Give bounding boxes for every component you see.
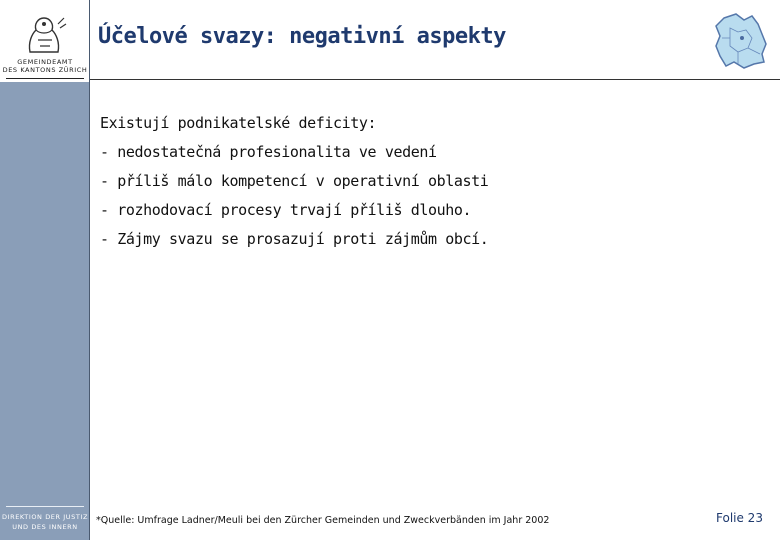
sidebar (0, 0, 90, 540)
org-bottom-divider (6, 506, 84, 507)
org-bottom-line2: UND DES INNERN (12, 523, 78, 531)
body-line: - příliš málo kompetencí v operativní oblasti (100, 172, 489, 190)
body-line: - nedostatečná profesionalita ve vedení (100, 143, 437, 161)
body-line: Existují podnikatelské deficity: (100, 114, 377, 132)
org-name-top (0, 58, 90, 74)
source-footnote: *Quelle: Umfrage Ladner/Meuli bei den Zürcher Gemeinden und Zweckverbänden im Jahr 2002 (96, 515, 550, 526)
canton-crest-icon (22, 12, 68, 56)
org-top-line2: DES KANTONS ZÜRICH (2, 66, 88, 74)
org-name-bottom (0, 512, 90, 532)
title-divider (90, 79, 780, 80)
slide-number: Folie 23 (716, 511, 763, 525)
body-line: - rozhodovací procesy trvají příliš dlouho. (100, 201, 472, 219)
slide-body (100, 110, 760, 255)
sidebar-strip (0, 82, 89, 540)
body-line: - Zájmy svazu se prosazují proti zájmům obcí. (100, 230, 489, 248)
org-top-divider (6, 78, 84, 79)
sidebar-divider (89, 0, 90, 540)
org-top-line1: GEMEINDEAMT (17, 58, 73, 66)
org-bottom-line1: DIREKTION DER JUSTIZ (1, 513, 89, 521)
canton-map-icon (708, 8, 772, 72)
slide-title: Účelové svazy: negativní aspekty (98, 24, 506, 49)
